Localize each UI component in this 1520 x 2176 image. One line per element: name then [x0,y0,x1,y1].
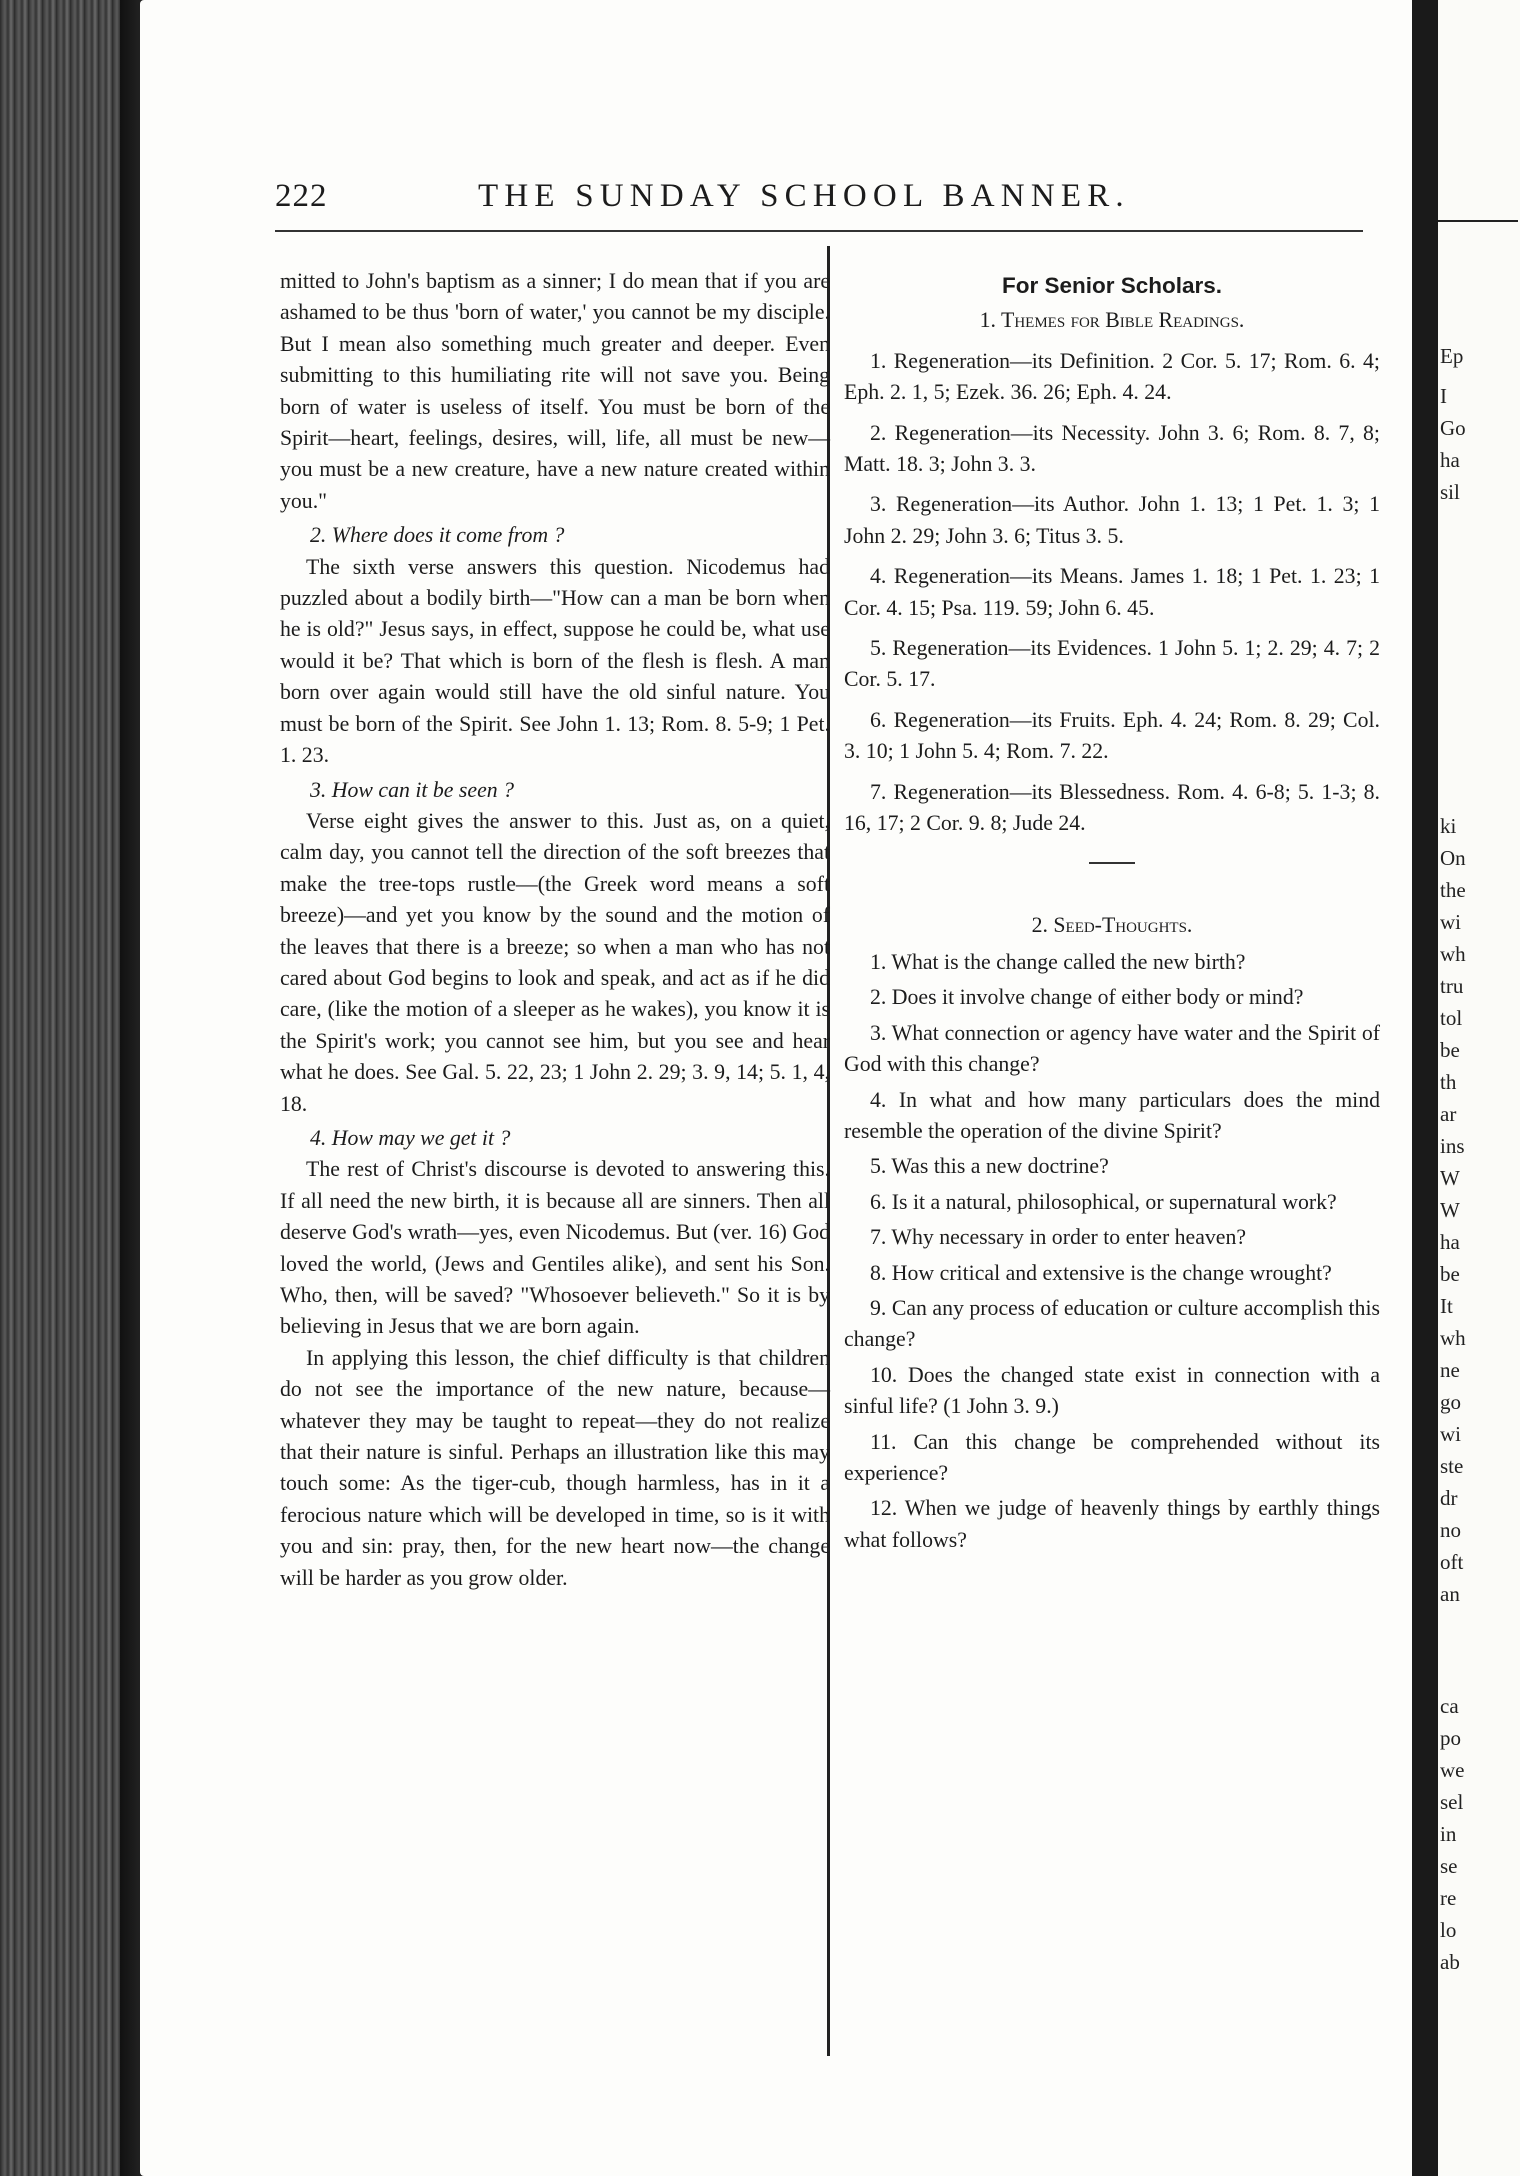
adjacent-page-fragment: ha [1440,1230,1460,1254]
adjacent-page-fragment: ki [1440,814,1457,838]
adjacent-page-fragment: sel [1440,1790,1464,1814]
question-item: 3. What connection or agency have water and the Spirit of God with this change? [844,1020,1380,1077]
header-rule [275,230,1363,232]
adjacent-page-fragment: wh [1440,942,1466,966]
adjacent-page-fragment: tru [1440,974,1464,998]
subheading-how-seen: 3. How can it be seen ? [310,777,515,802]
adjacent-page-fragment: ab [1440,1950,1460,1974]
adjacent-page-fragment: W [1440,1198,1460,1222]
adjacent-page-fragment: se [1440,1854,1458,1878]
adjacent-page-fragment: ins [1440,1134,1465,1158]
theme-item: 1. Regeneration—its Definition. 2 Cor. 5. 17; Rom. 6. 4; Eph. 2. 1, 5; Ezek. 36. 26; Eph. 4. 24. [844,348,1380,405]
adjacent-page-fragment: be [1440,1038,1460,1062]
left-paragraph-4: The rest of Christ's discourse is devoted to answering this. If all need the new birth, it is because all are sinners. Then all deserve God's wrath—yes, even Nicodemus. But (ver. 16) God loved the world, (Jews and Gentiles alike), and sent his Son. Who, then, will be saved? "Whosoever believeth." So it is by believing in Jesus that we are born again. [280,1157,830,1339]
adjacent-page-fragment: It [1440,1294,1453,1318]
subheading-how-get: 4. How may we get it ? [310,1125,511,1150]
adjacent-page-fragment: tol [1440,1006,1463,1030]
theme-item: 7. Regeneration—its Blessedness. Rom. 4. 6-8; 5. 1-3; 8. 16, 17; 2 Cor. 9. 8; Jude 24. [844,779,1380,836]
theme-item: 3. Regeneration—its Author. John 1. 13; 1 Pet. 1. 3; 1 John 2. 29; John 3. 6; Titus 3. 5. [844,492,1380,548]
theme-item: 4. Regeneration—its Means. James 1. 18; 1 Pet. 1. 23; 1 Cor. 4. 15; Psa. 119. 59; John 6. 45. [844,564,1380,620]
question-item: 8. How critical and extensive is the change wrought? [870,1260,1332,1285]
theme-item: 2. Regeneration—its Necessity. John 3. 6; Rom. 8. 7, 8; Matt. 18. 3; John 3. 3. [844,420,1380,477]
adjacent-page-fragment: W [1440,1166,1460,1190]
adjacent-page-fragment: po [1440,1726,1461,1750]
question-item: 5. Was this a new doctrine? [870,1154,1109,1179]
question-item: 11. Can this change be comprehended without its experience? [844,1429,1380,1485]
adjacent-header-rule [1438,220,1518,222]
question-item: 9. Can any process of education or culture accomplish this change? [844,1295,1380,1352]
question-item: 1. What is the change called the new birth? [870,949,1246,974]
adjacent-page-fragment: th [1440,1070,1457,1094]
adjacent-page-fragment: ca [1440,1694,1459,1718]
question-item: 12. When we judge of heavenly things by earthly things what follows? [844,1496,1380,1552]
left-paragraph-5: In applying this lesson, the chief difficulty is that children do not see the importance of the new nature, because—whatever they may be taught to repeat—they do not realize that their nature is sinful. Perhaps an illustration like this may touch some: As the tiger-cub, though harmless, has in it a ferocious nature which will be developed in time, so is it with you and sin: pray, then, for the new heart now—the change will be harder as you grow older. [280,1345,830,1590]
adjacent-page-fragment: the [1440,878,1466,902]
adjacent-page-fragment: we [1440,1758,1465,1782]
adjacent-page-fragment: wi [1440,1422,1461,1446]
adjacent-page-fragment: Ep [1440,344,1464,368]
seed-thoughts-title: 2. Seed-Thoughts. [1031,912,1193,937]
adjacent-page-fragment: ste [1440,1454,1464,1478]
adjacent-page-fragment: an [1440,1582,1460,1606]
question-item: 2. Does it involve change of either body or mind? [870,985,1304,1010]
adjacent-page-fragment: re [1440,1886,1457,1910]
theme-item: 5. Regeneration—its Evidences. 1 John 5. 1; 2. 29; 4. 7; 2 Cor. 5. 17. [844,636,1380,692]
theme-item: 6. Regeneration—its Fruits. Eph. 4. 24; Rom. 8. 29; Col. 3. 10; 1 John 5. 4; Rom. 7. 22. [844,707,1380,764]
left-paragraph-1: mitted to John's baptism as a sinner; I do mean that if you are ashamed to be thus 'born of water,' you cannot be my disciple. But I mean also something much greater and deeper. Even submitting to this humiliating rite will not save you. Being born of water is useless of itself. You must be born of the Spirit—heart, feelings, desires, will, life, all must be new—you must be a new creature, have a new nature created within you." [280,269,830,513]
question-item: 7. Why necessary in order to enter heaven? [870,1225,1247,1250]
adjacent-page-fragment: go [1440,1390,1461,1414]
adjacent-page [1438,0,1520,2176]
page-gutter [1412,0,1438,2176]
question-item: 10. Does the changed state exist in connection with a sinful life? (1 John 3. 9.) [844,1362,1380,1419]
question-item: 4. In what and how many particulars does the mind resemble the operation of the divine Spirit? [844,1087,1380,1143]
adjacent-page-fragment: ha [1440,448,1460,472]
question-item: 6. Is it a natural, philosophical, or supernatural work? [870,1189,1337,1214]
senior-scholars-heading: For Senior Scholars. [1001,273,1223,298]
adjacent-page-fragment: no [1440,1518,1461,1542]
left-column [280,266,830,1594]
running-title: THE SUNDAY SCHOOL BANNER. [478,178,1130,214]
page-number: 222 [275,178,328,214]
adjacent-page-fragment: Go [1440,416,1466,440]
left-paragraph-2: The sixth verse answers this question. Nicodemus had puzzled about a bodily birth—"How can a man be born when he is old?" Jesus says, in effect, suppose he could be, what use would it be? That which is born of the flesh is flesh. A man born over again would still have the old sinful nature. You must be born of the Spirit. See John 1. 13; Rom. 8. 5-9; 1 Pet. 1. 23. [280,554,830,768]
adjacent-page-fragment: be [1440,1262,1460,1286]
adjacent-page-fragment: in [1440,1822,1457,1846]
subheading-where-from: 2. Where does it come from ? [310,523,565,548]
left-paragraph-3: Verse eight gives the answer to this. Just as, on a quiet, calm day, you cannot tell the direction of the soft breezes that make the tree-tops rustle—(the Greek word means a soft breeze)—and yet you know by the sound and the motion of the leaves that there is a breeze; so when a man who has not cared about God begins to look and speak, and act as if he did care, (like the motion of a sleeper as he wakes), you know it is the Spirit's work; you cannot see him, but you see and hear what he does. See Gal. 5. 22, 23; 1 John 2. 29; 3. 9, 14; 5. 1, 4, 18. [280,808,830,1116]
adjacent-page-fragment: wh [1440,1326,1466,1350]
adjacent-page-fragment: wi [1440,910,1461,934]
adjacent-page-fragment: oft [1440,1550,1464,1574]
themes-section-title: 1. Themes for Bible Readings. [979,308,1245,333]
adjacent-page-fragment: sil [1440,480,1460,504]
adjacent-page-fragment: ar [1440,1102,1457,1126]
adjacent-page-fragment: ne [1440,1358,1460,1382]
adjacent-page-fragment: dr [1440,1486,1458,1510]
section-divider [1089,862,1135,864]
adjacent-page-fragment: I [1440,384,1447,408]
adjacent-page-fragment: On [1440,846,1466,870]
right-column [844,270,1380,1556]
adjacent-page-fragment: lo [1440,1918,1457,1942]
